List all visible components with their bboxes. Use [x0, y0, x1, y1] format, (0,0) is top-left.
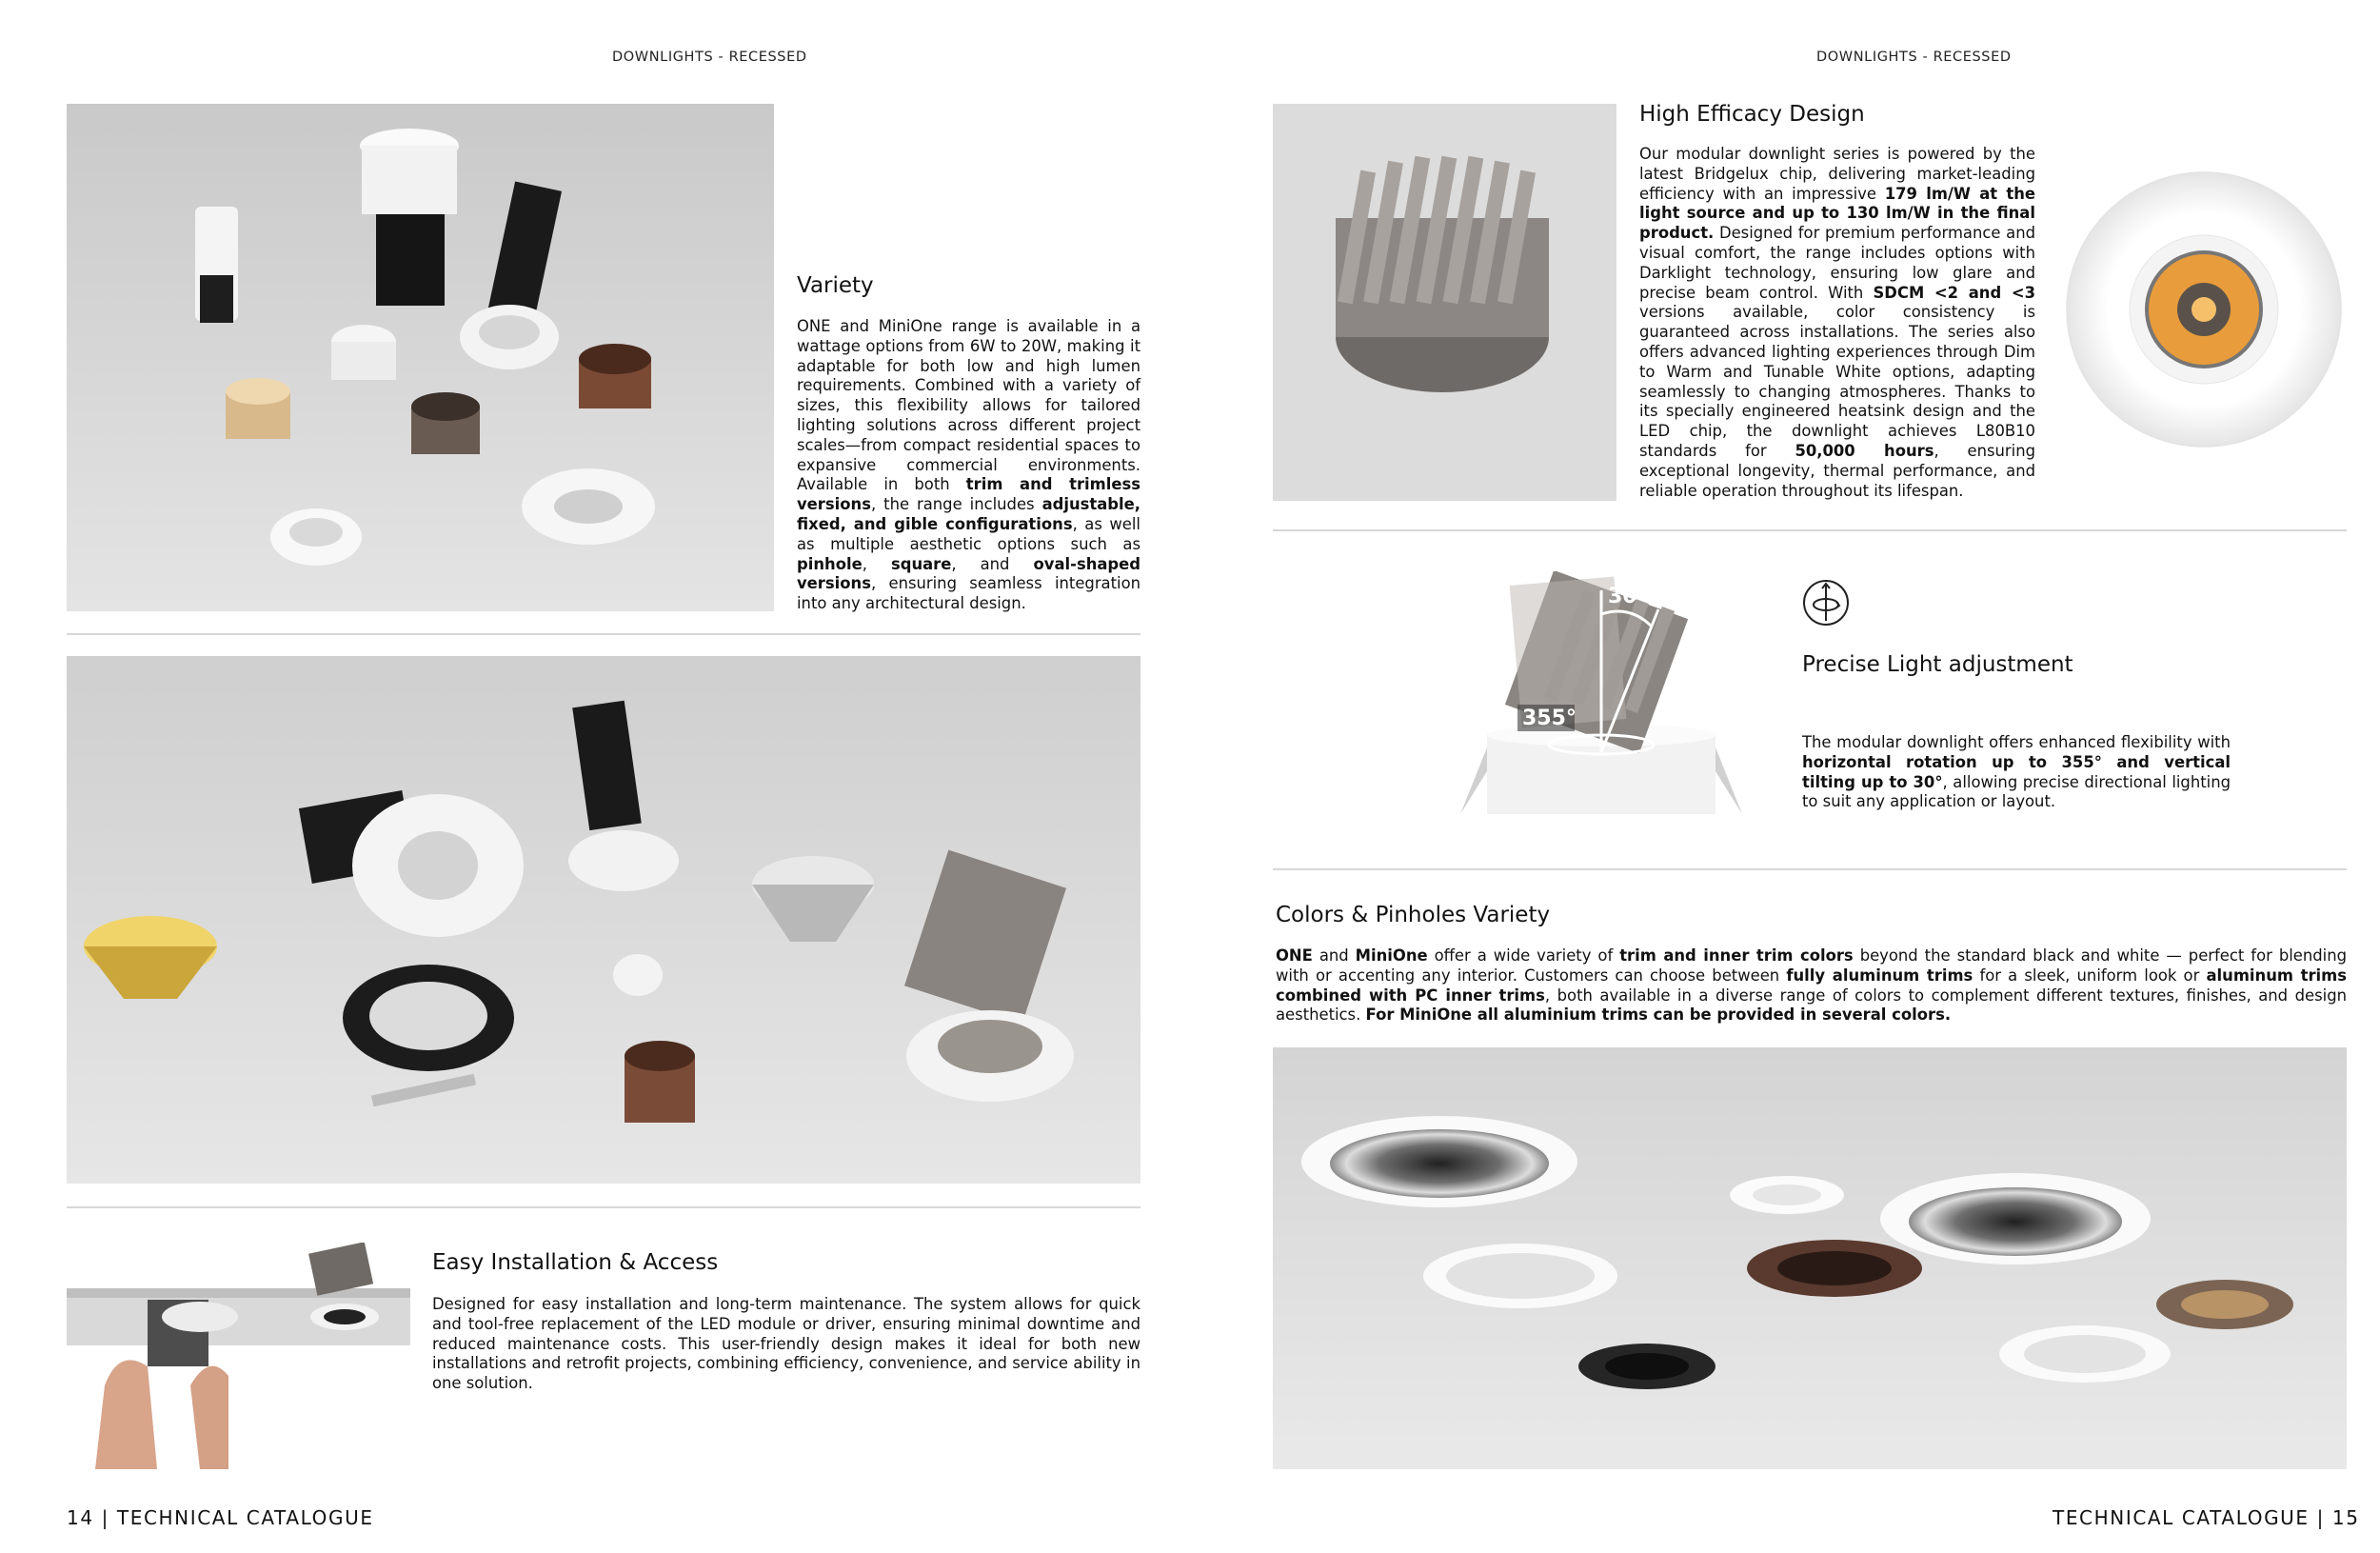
downlight-front-view: [2066, 167, 2342, 452]
divider: [1273, 529, 2347, 531]
tilt-angle-label: 30°: [1608, 585, 1648, 608]
variety-product-photo: [67, 104, 774, 611]
heatsink-photo: [1273, 104, 1616, 501]
left-page-footer: 14 | TECHNICAL CATALOGUE: [67, 1506, 374, 1529]
high-efficacy-title: High Efficacy Design: [1639, 102, 1865, 127]
adjustable-module-image: [1458, 571, 1744, 828]
installation-photo: [67, 1243, 410, 1469]
colors-pinholes-title: Colors & Pinholes Variety: [1276, 903, 1551, 927]
precise-adjustment-description: The modular downlight offers enhanced flexibility with horizontal rotation up to 355° and vertical tilting up to 30°, allowing precise directional lighting to suit any application or layout.: [1802, 733, 2231, 811]
variety-title: Variety: [797, 273, 874, 298]
precise-adjustment-title: Precise Light adjustment: [1802, 652, 2073, 677]
right-page-footer: TECHNICAL CATALOGUE | 15: [2053, 1506, 2360, 1529]
easy-installation-description: Designed for easy installation and long-term maintenance. The system allows for quick and tool-free replacement of the LED module or driver, ensuring minimal downtime and reduced maintenance costs. This user-friendly design makes it ideal for both new installations and retrofit projects, combining efficiency, convenience, and service ability in one solution.: [432, 1295, 1140, 1393]
divider: [67, 633, 1140, 635]
divider: [1273, 868, 2347, 870]
easy-installation-title: Easy Installation & Access: [432, 1250, 719, 1275]
colors-pinholes-description: ONE and MiniOne offer a wide variety of trim and inner trim colors beyond the standard black and white — perfect for blending with or accenting any interior. Customers can choose between fully aluminum trims for a sleek, uniform look or aluminum trims combined with PC inner trims, both available in a diverse range of colors to complement different textures, finishes, and design aesthetics. For MiniOne all aluminium trims can be provided in several colors.: [1276, 946, 2348, 1025]
right-running-header: DOWNLIGHTS - RECESSED: [1816, 50, 2012, 65]
divider: [67, 1206, 1140, 1208]
ceiling-downlights-photo: [1273, 1047, 2347, 1469]
high-efficacy-description: Our modular downlight series is powered by the latest Bridgelux chip, delivering market-leading efficiency with an impressive 179 lm/W at the light source and up to 130 lm/W in the final product. Designed for premium performance and visual comfort, the range includes options with Darklight technology, ensuring low glare and precise beam control. With SDCM <2 and <3 versions available, color consistency is guaranteed across installations. The series also offers advanced lighting experiences through Dim to Warm and Tunable White options, adapting seamlessly to changing atmospheres. Thanks to its specially engineered heatsink design and the LED chip, the downlight achieves L80B10 standards for 50,000 hours, ensuring exceptional longevity, thermal performance, and reliable operation throughout its lifespan.: [1639, 145, 2035, 500]
left-running-header: DOWNLIGHTS - RECESSED: [612, 50, 807, 65]
components-product-photo: [67, 656, 1140, 1184]
rotation-axis-icon: [1802, 579, 1850, 627]
rotation-angle-label: 355°: [1522, 707, 1577, 730]
variety-description: ONE and MiniOne range is available in a wattage options from 6W to 20W, making it adaptable for both low and high lumen requirements. Combined with a variety of sizes, this flexibility allows for tailored lighting solutions across different project scales—from compact residential spaces to expansive commercial environments. Available in both trim and trimless versions, the range includes adjustable, fixed, and gible configurations, as well as multiple aesthetic options such as pinhole, square, and oval-shaped versions, ensuring seamless integration into any architectural design.: [797, 317, 1141, 613]
